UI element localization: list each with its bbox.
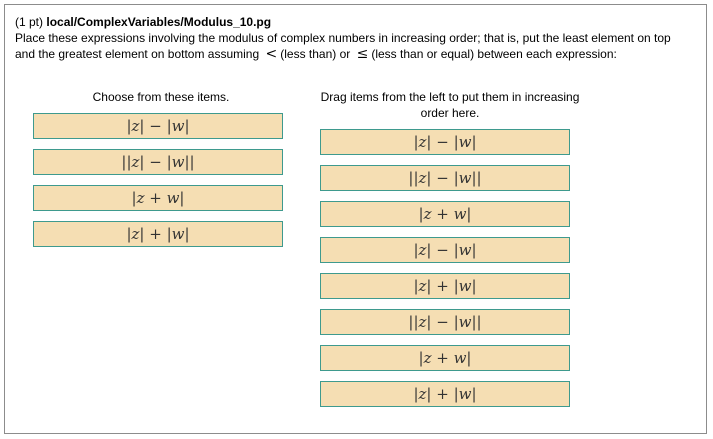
target-list-heading <box>305 89 595 121</box>
target-item[interactable]: |z + w| <box>320 201 570 227</box>
target-item[interactable]: |z + w| <box>320 345 570 371</box>
problem-path: local/ComplexVariables/Modulus_10.pg <box>46 15 272 29</box>
target-item[interactable]: ||z| − |w|| <box>320 309 570 335</box>
target-heading-line-2: order here. <box>420 106 480 120</box>
source-item[interactable]: |z| − |w| <box>33 113 283 139</box>
target-item[interactable]: |z| − |w| <box>320 129 570 155</box>
target-item[interactable]: |z| + |w| <box>320 273 570 299</box>
problem-panel <box>4 4 707 434</box>
source-list-heading: Choose from these items. <box>92 90 230 104</box>
less-than-symbol: < <box>265 46 278 62</box>
target-item[interactable]: |z| + |w| <box>320 381 570 407</box>
instruction-line-1: Place these expressions involving the modulus of complex numbers in increasing order; that is, put the least element on top <box>15 31 671 45</box>
instruction-line-2-b: (less than) or <box>280 47 351 61</box>
instruction-line-2-a: and the greatest element on bottom assuming <box>15 47 260 61</box>
source-item[interactable]: ||z| − |w|| <box>33 149 283 175</box>
less-equal-symbol: ≤ <box>356 46 369 62</box>
instruction-line-2 <box>15 46 699 62</box>
source-item[interactable]: |z + w| <box>33 185 283 211</box>
source-item[interactable]: |z| + |w| <box>33 221 283 247</box>
problem-header <box>15 14 271 30</box>
target-item[interactable]: |z| − |w| <box>320 237 570 263</box>
target-heading-line-1: Drag items from the left to put them in increasing <box>320 90 580 104</box>
target-item[interactable]: ||z| − |w|| <box>320 165 570 191</box>
instruction-line-2-c: (less than or equal) between each expression: <box>371 47 617 61</box>
problem-instructions <box>15 30 699 62</box>
problem-points: (1 pt) <box>15 15 44 29</box>
